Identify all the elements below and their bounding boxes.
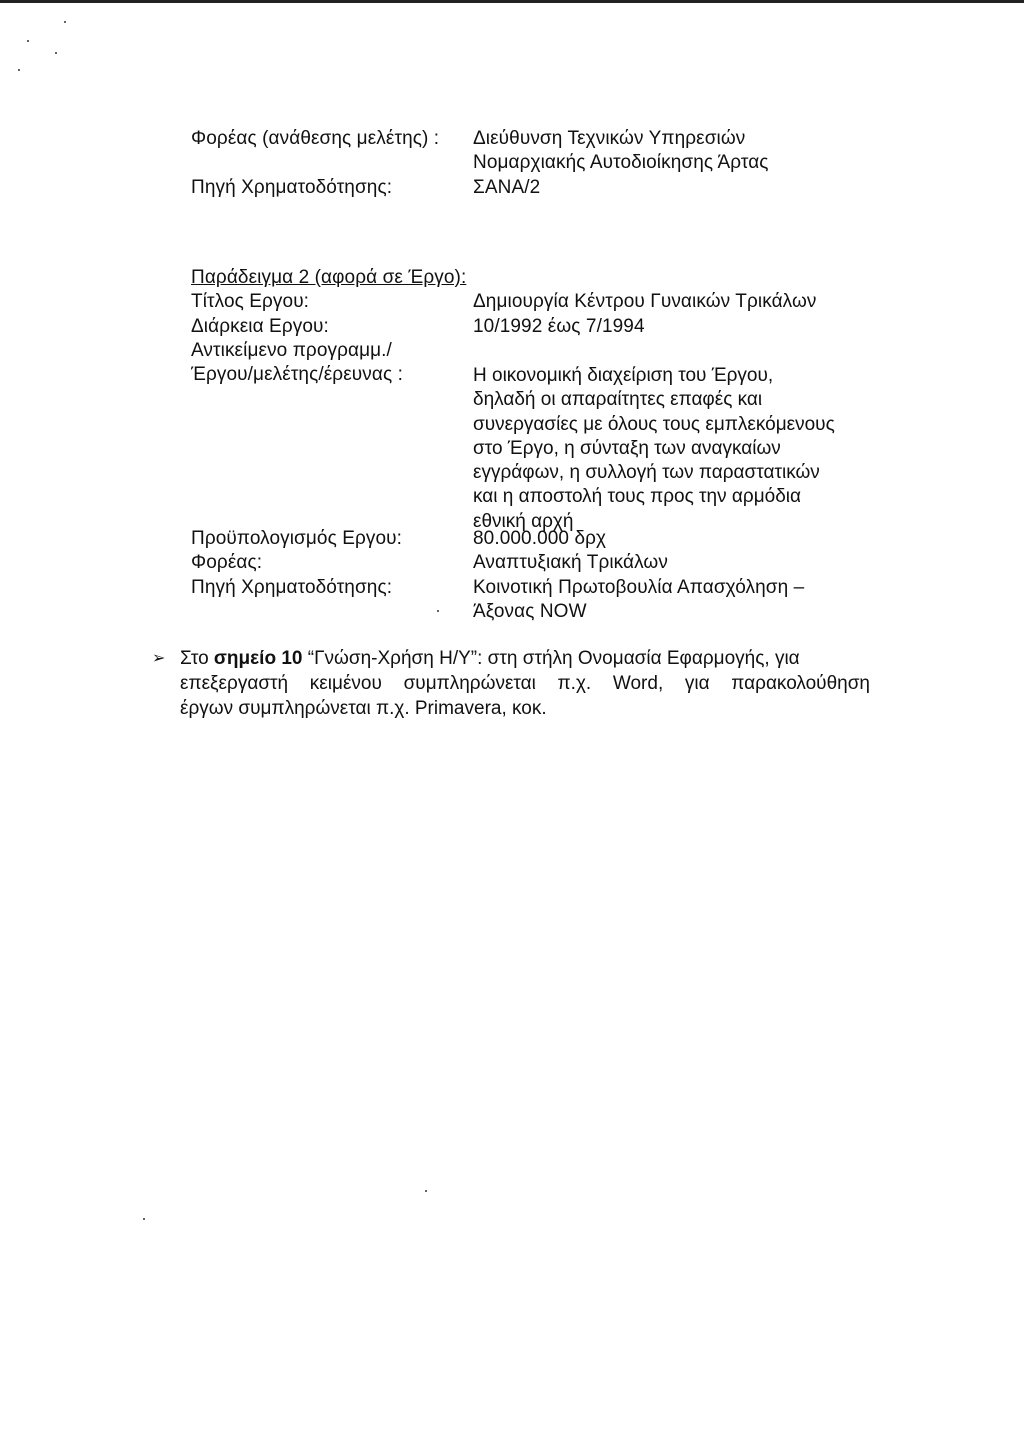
- title-label: Τίτλος Εργου:: [191, 291, 310, 312]
- subject-line: συνεργασίες με όλους τους εμπλεκόμενους: [473, 413, 835, 435]
- body-label: Φορέας:: [191, 552, 263, 573]
- budget-label: Προϋπολογισμός Εργου:: [191, 528, 403, 549]
- example-heading: Παράδειγμα 2 (αφορά σε Έργο):: [191, 267, 467, 288]
- subject-line: εγγράφων, η συλλογή των παραστατικών: [473, 462, 820, 484]
- arrow-bullet-icon: ➢: [152, 650, 166, 667]
- subject-description: [473, 364, 903, 534]
- subject-line: και η αποστολή τους προς την αρμόδια: [473, 486, 801, 508]
- subject-label-line1: Αντικείμενο προγραμμ./: [191, 340, 392, 361]
- note-line3: έργων συμπληρώνεται π.χ. Primavera, κοκ.: [180, 698, 547, 719]
- note-rest-line1: “Γνώση-Χρήση Η/Υ”: στη στήλη Ονομασία Εφαρμογής, για: [302, 648, 800, 669]
- note-line1: [180, 646, 870, 671]
- example-funding-label: Πηγή Χρηματοδότησης:: [191, 577, 393, 598]
- scan-speck: [64, 21, 66, 23]
- note-bold-point: σημείο 10: [213, 648, 303, 669]
- scan-speck: [143, 1218, 145, 1220]
- scan-speck: [425, 1190, 427, 1192]
- funding-value: ΣΑΝΑ/2: [473, 177, 541, 198]
- agency-value-line2: Νομαρχιακής Αυτοδιοίκησης Άρτας: [473, 152, 769, 173]
- note-paragraph: [180, 646, 870, 721]
- scan-speck: [27, 40, 29, 42]
- subject-line: δηλαδή οι απαραίτητες επαφές και: [473, 389, 763, 411]
- subject-line: Η οικονομική διαχείριση του Έργου,: [473, 365, 774, 386]
- agency-value-line1: Διεύθυνση Τεχνικών Υπηρεσιών: [473, 128, 746, 149]
- budget-value: 80.000.000 δρχ: [473, 528, 607, 549]
- scan-speck: [18, 69, 20, 71]
- top-scan-edge: [0, 0, 1024, 3]
- example-funding-value-line1: Κοινοτική Πρωτοβουλία Απασχόληση –: [473, 577, 805, 598]
- duration-value: 10/1992 έως 7/1994: [473, 316, 645, 337]
- subject-label-line2: Έργου/μελέτης/έρευνας :: [191, 364, 403, 385]
- scan-speck: [437, 610, 439, 612]
- funding-label: Πηγή Χρηματοδότησης:: [191, 177, 393, 198]
- note-intro: Στο: [180, 648, 214, 669]
- example-funding-value-line2: Άξονας NOW: [473, 601, 587, 622]
- body-value: Αναπτυξιακή Τρικάλων: [473, 552, 668, 573]
- agency-label: Φορέας (ανάθεσης μελέτης) :: [191, 128, 440, 149]
- duration-label: Διάρκεια Εργου:: [191, 316, 329, 337]
- subject-line: στο Έργο, η σύνταξη των αναγκαίων: [473, 437, 781, 459]
- scan-speck: [55, 52, 57, 54]
- title-value: Δημιουργία Κέντρου Γυναικών Τρικάλων: [473, 291, 817, 312]
- note-line2: επεξεργαστή κειμένου συμπληρώνεται π.χ. Word, για παρακολούθηση: [180, 673, 870, 694]
- subject-line: εθνική αρχή: [473, 510, 574, 532]
